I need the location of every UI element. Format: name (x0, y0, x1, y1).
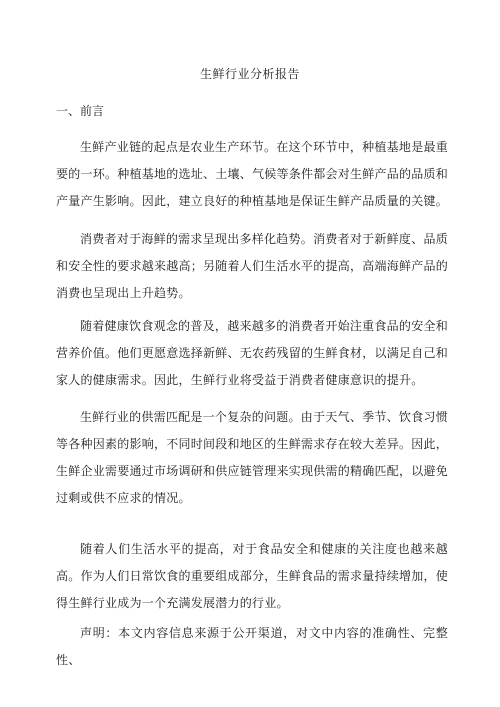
disclaimer-paragraph: 声明：本文内容信息来源于公开渠道，对文中内容的准确性、完整性、 (56, 626, 448, 667)
paragraph: 消费者对于海鲜的需求呈现出多样化趋势。消费者对于新鲜度、品质和安全性的要求越来越高；另随着人们生活水平的提高，高端海鲜产品的消费也呈现出上升趋势。 (56, 232, 449, 300)
paragraph: 生鲜产业链的起点是农业生产环节。在这个环节中，种植基地是最重要的一环。种植基地的选址、土壤、气候等条件都会对生鲜产品的品质和产量产生影响。因此，建立良好的种植基地是保证生鲜产品质量的关键。 (56, 140, 449, 208)
section-heading: 一、前言 (56, 104, 105, 118)
paragraph: 随着人们生活水平的提高，对于食品安全和健康的关注度也越来越高。作为人们日常饮食的重要组成部分，生鲜食品的需求量持续增加，使得生鲜行业成为一个充满发展潜力的行业。 (56, 542, 449, 610)
paragraph: 随着健康饮食观念的普及，越来越多的消费者开始注重食品的安全和营养价值。他们更愿意选择新鲜、无农药残留的生鲜食材，以满足自己和家人的健康需求。因此，生鲜行业将受益于消费者健康意识的提升。 (56, 319, 449, 387)
paragraph: 生鲜行业的供需匹配是一个复杂的问题。由于天气、季节、饮食习惯等各种因素的影响，不同时间段和地区的生鲜需求存在较大差异。因此，生鲜企业需要通过市场调研和供应链管理来实现供需的精确匹配，以避免过剩或供不应求的情况。 (56, 410, 449, 505)
document-title: 生鲜行业分析报告 (199, 67, 300, 81)
